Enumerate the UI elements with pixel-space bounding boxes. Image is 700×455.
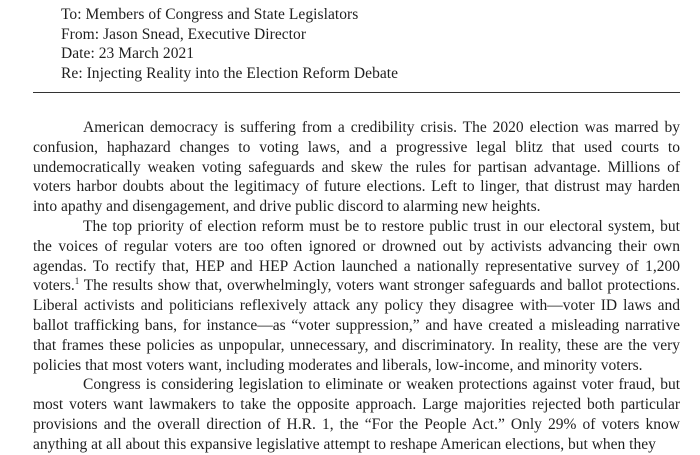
memo-header [61, 0, 681, 83]
memo-to-line: To: Members of Congress and State Legislators [61, 6, 359, 23]
memo-body [33, 118, 680, 455]
paragraph-3: Congress is considering legislation to eliminate or weaken protections against voter fraud, but most voters want lawmakers to take the opposite approach. Large majorities rejected both particular provisions and the overall direction of H.R. 1, the “For the People Act.” Only 29% of voters know anything at all about this expansive legislative attempt to reshape American elections, but when they [33, 376, 680, 453]
paragraph-1: American democracy is suffering from a credibility crisis. The 2020 election was marred by confusion, haphazard changes to voting laws, and a progressive legal blitz that used courts to undemocratically weaken voting safeguards and skew the rules for partisan advantage. Millions of voters harbor doubts about the legitimacy of future elections. Left to linger, that distrust may harden into apathy and disengagement, and drive public discord to alarming new heights. [33, 119, 680, 216]
memo-from-line: From: Jason Snead, Executive Director [61, 25, 307, 43]
memo-header-block [61, 0, 681, 83]
paragraph-2 [33, 217, 680, 375]
header-divider [33, 92, 680, 93]
paragraph-2-text-b: The results show that, overwhelmingly, voters want stronger safeguards and ballot protections. Liberal activists and politicians reflexively attack any policy they disagree with—voter ID laws and ballot trafficking bans, for instance—as “voter suppression,” and have created a misleading narrative that frames these policies as unpopular, unnecessary, and discriminatory. In reality, these are the very policies that most voters want, including moderates and liberals, low-income, and minority voters. [33, 277, 680, 374]
memo-date-line: Date: 23 March 2021 [61, 45, 195, 62]
paragraph-2-text-a: The top priority of election reform must be to restore public trust in our electoral system, but the voices of regular voters are too often ignored or drowned out by activists advancing their own agendas. To rectify that, HEP and HEP Action launched a nationally representative survey of 1,200 voters. [33, 217, 680, 295]
memo-subject-line: Re: Injecting Reality into the Election Reform Debate [61, 64, 399, 82]
footnote-marker[interactable]: 1 [74, 276, 80, 287]
